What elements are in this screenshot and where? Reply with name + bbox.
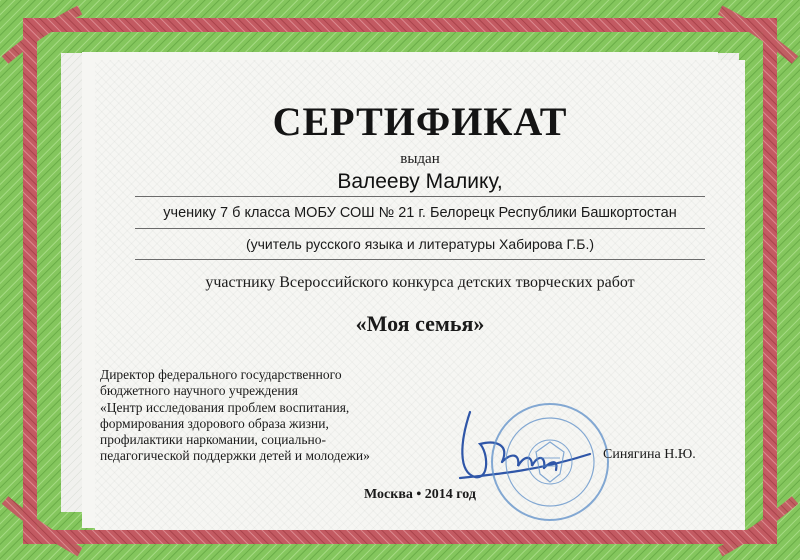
- teacher-line: (учитель русского языка и литературы Хабирова Г.Б.): [245, 236, 595, 252]
- school-line: ученику 7 б класса МОБУ СОШ № 21 г. Белорецк Республики Башкортостан: [163, 205, 677, 221]
- footer-location-year: Москва • 2014 год: [364, 487, 476, 502]
- director-line: педагогической поддержки детей и молодежи»: [100, 448, 370, 464]
- seal-emblem-icon: [440, 382, 610, 532]
- signatory-name: Синягина Н.Ю.: [603, 447, 696, 462]
- participant-line: участнику Всероссийского конкурса детских творческих работ: [205, 274, 635, 291]
- recipient-name: Валееву Малику,: [337, 170, 503, 193]
- director-line: «Центр исследования проблем воспитания,: [100, 399, 350, 415]
- issued-label: выдан: [400, 151, 440, 167]
- teacher-underline: [135, 259, 705, 260]
- director-line: профилактики наркомании, социально-: [100, 432, 326, 448]
- certificate-title: СЕРТИФИКАТ: [272, 99, 568, 144]
- contest-name: «Моя семья»: [355, 311, 485, 336]
- recipient-underline: [135, 196, 705, 197]
- director-title: [100, 367, 420, 465]
- school-underline: [135, 228, 705, 229]
- certificate-body: [95, 60, 745, 530]
- director-line: Директор федерального государственного: [100, 367, 342, 382]
- director-line: бюджетного научного учреждения: [100, 383, 298, 399]
- handwritten-signature: [460, 412, 590, 478]
- director-line: формирования здорового образа жизни,: [100, 415, 329, 431]
